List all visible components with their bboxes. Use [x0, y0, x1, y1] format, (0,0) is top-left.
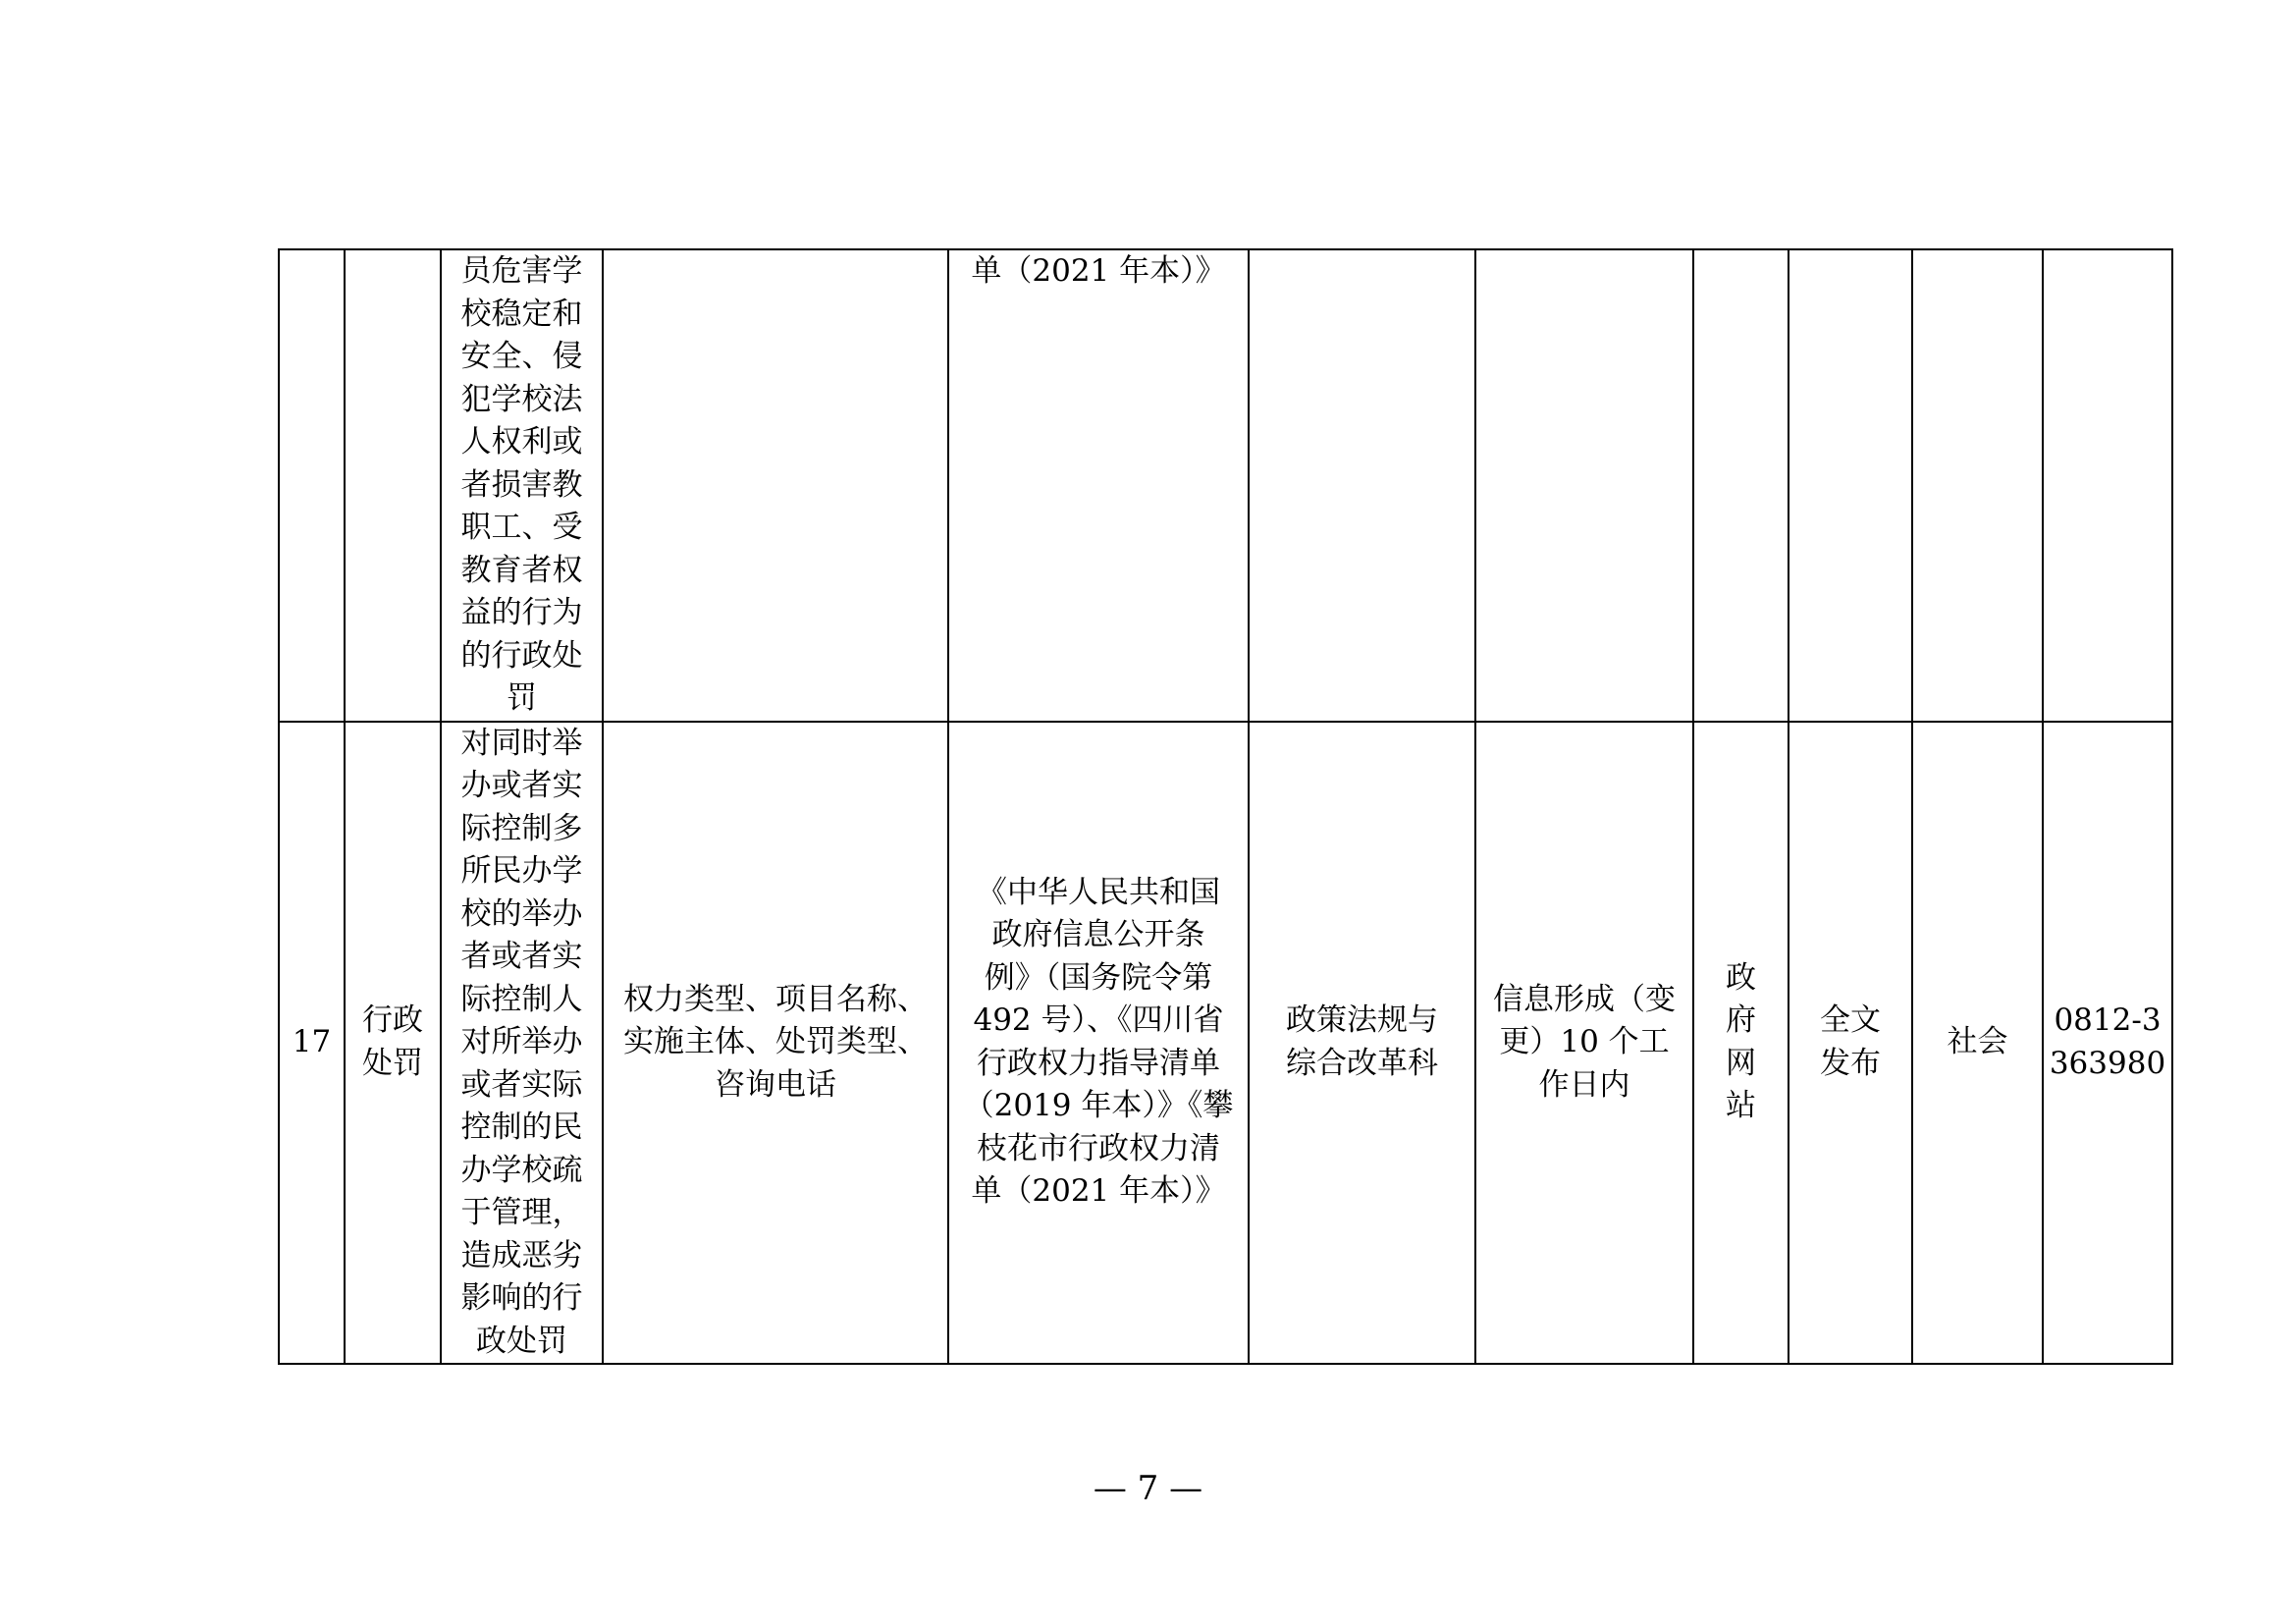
content-cell: 权力类型、项目名称、 实施主体、处罚类型、 咨询电话: [603, 722, 948, 1365]
subject-cell: 政策法规与 综合改革科: [1249, 722, 1475, 1365]
item-cell: 对同时举 办或者实 际控制多 所民办学 校的举办 者或者实 际控制人 对所举办 或者实际 控制的民 办学校疏 于管理， 造成恶劣 影响的行 政处罚: [441, 722, 603, 1365]
page-number: — 7 —: [1093, 1469, 1203, 1508]
scope-type-cell: 全文 发布: [1789, 722, 1912, 1365]
subject-cell: [1249, 249, 1475, 722]
disclosure-table: [278, 248, 2173, 1365]
phone-cell: 0812-3 363980: [2043, 722, 2172, 1365]
seq-cell: [279, 249, 345, 722]
item-cell: 员危害学 校稳定和 安全、侵 犯学校法 人权利或 者损害教 职工、受 教育者权 益的行为 的行政处 罚: [441, 249, 603, 722]
table-row: [279, 249, 2172, 722]
audience-cell: [1912, 249, 2043, 722]
time-limit-cell: 信息形成（变 更）10 个工 作日内: [1475, 722, 1693, 1365]
scope-type-cell: [1789, 249, 1912, 722]
channel-cell: 政 府 网 站: [1693, 722, 1789, 1365]
phone-cell: [2043, 249, 2172, 722]
basis-cell: 《中华人民共和国 政府信息公开条 例》（国务院令第 492 号）、《四川省 行政权力指导清单 （2019 年本）》《攀 枝花市行政权力清 单（2021 年本）》: [948, 722, 1249, 1365]
channel-cell: [1693, 249, 1789, 722]
content-cell: [603, 249, 948, 722]
seq-cell: 17: [279, 722, 345, 1365]
audience-cell: 社会: [1912, 722, 2043, 1365]
time-limit-cell: [1475, 249, 1693, 722]
category-cell: [345, 249, 441, 722]
category-cell: 行政 处罚: [345, 722, 441, 1365]
basis-cell: 单（2021 年本）》: [948, 249, 1249, 722]
table-row: [279, 722, 2172, 1365]
